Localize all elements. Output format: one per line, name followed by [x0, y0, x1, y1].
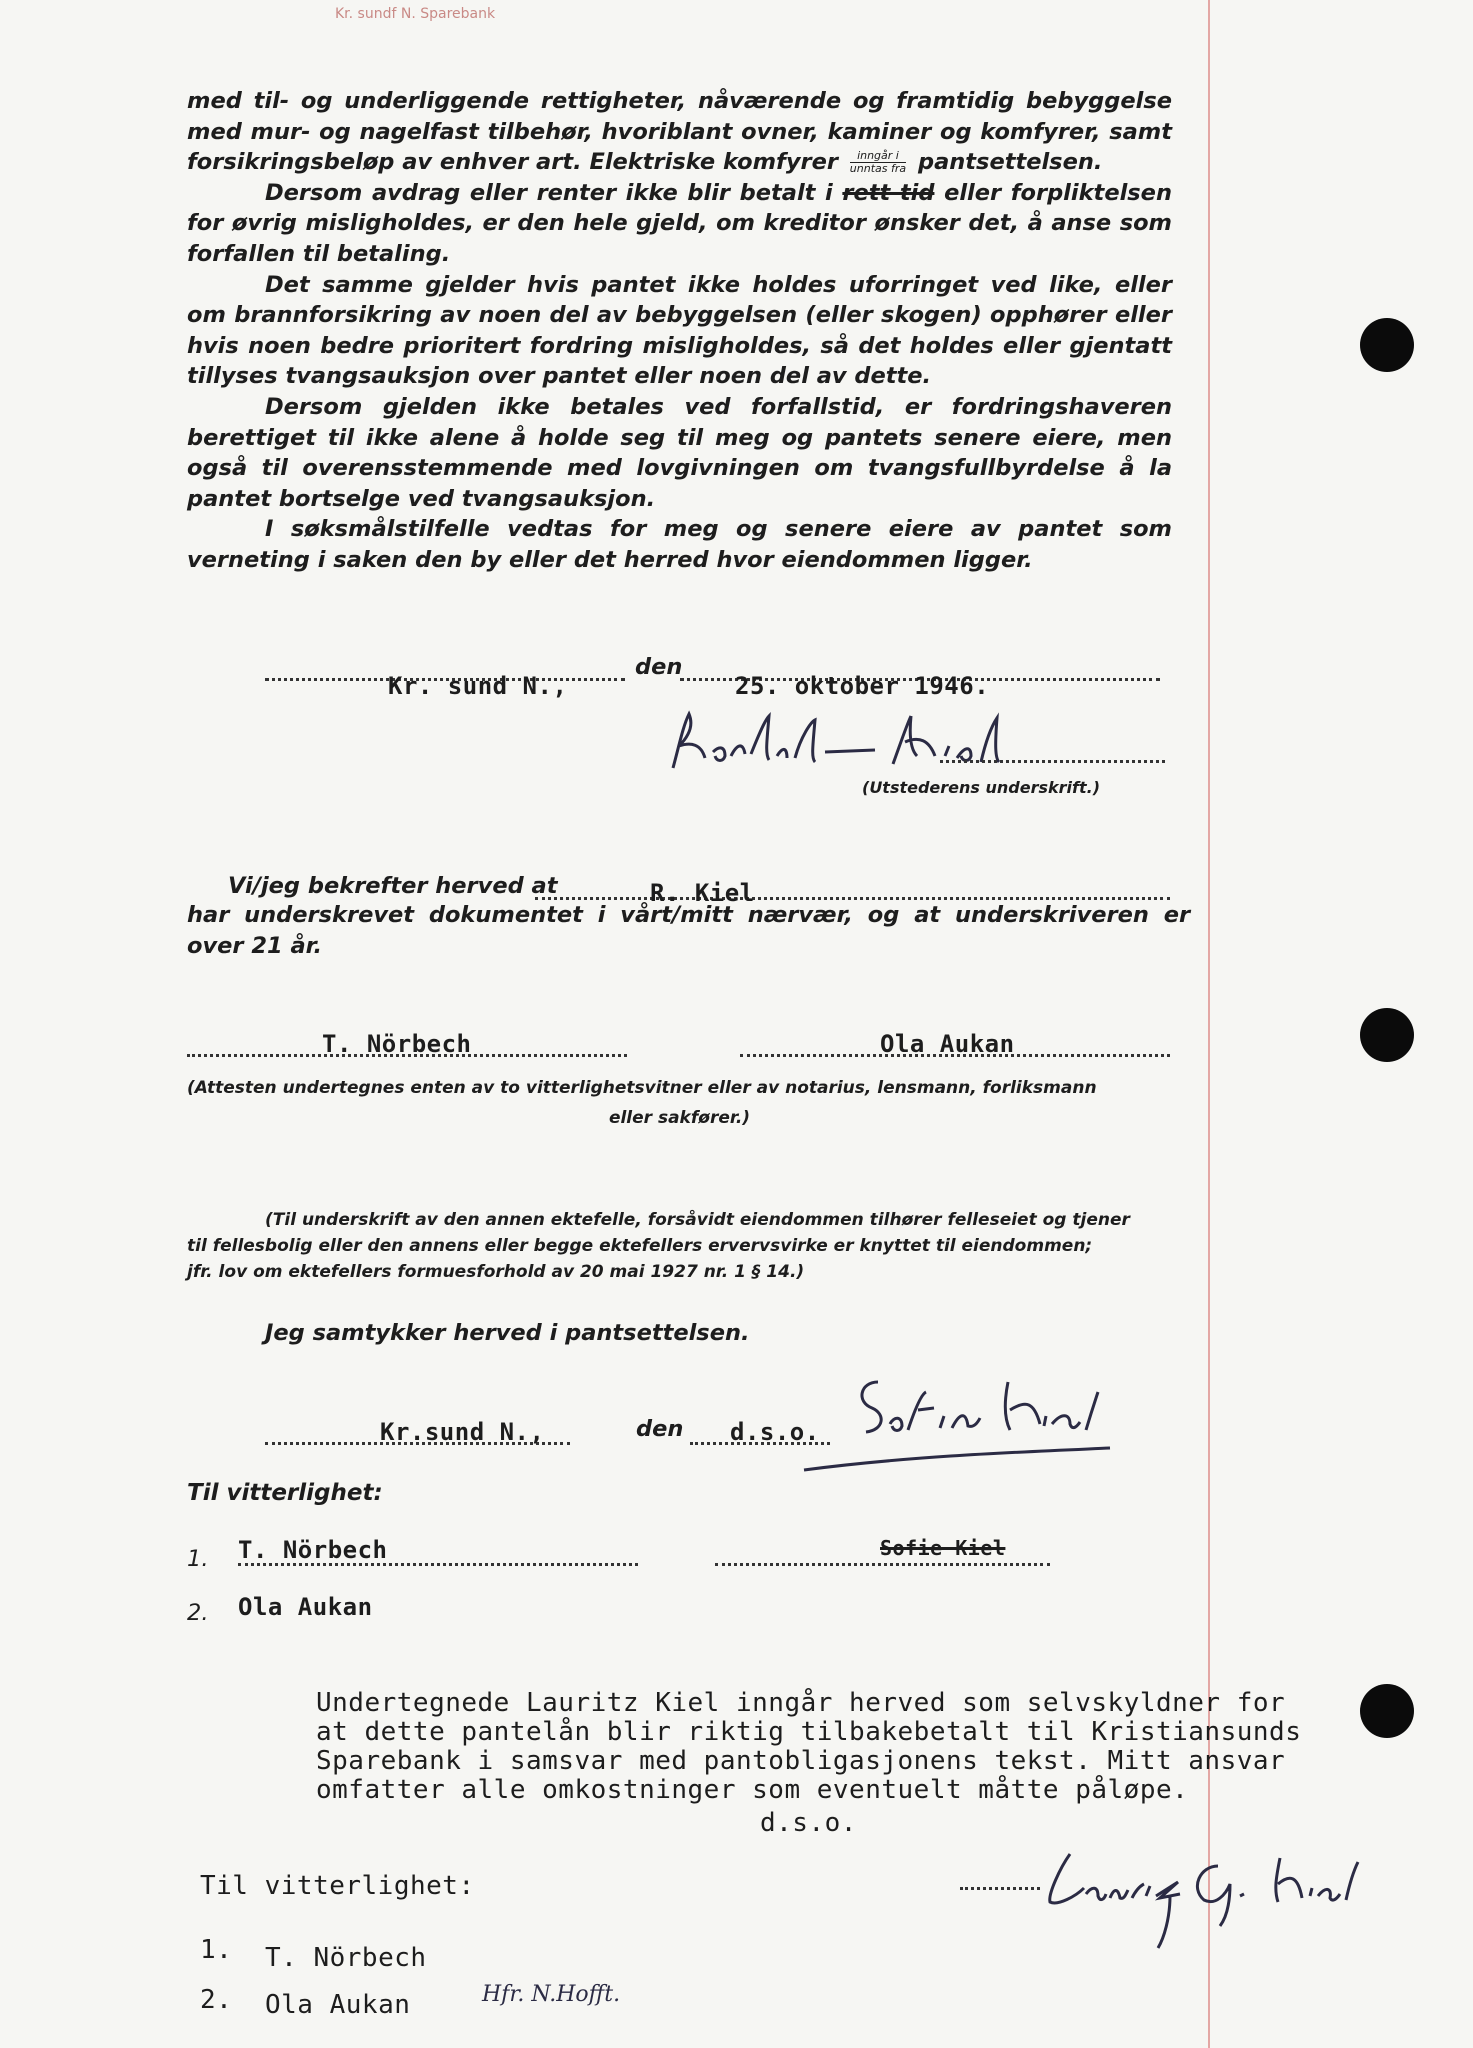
- guarantor-line-1: Undertegnede Lauritz Kiel inngår herved som selvskyldner for: [316, 1688, 1286, 1718]
- dotted-line: [715, 1563, 1050, 1566]
- clause-5: I søksmålstilfelle vedtas for meg og senere eiere av pantet som verneting i saken den by eller det herred hvor eiendommen ligger.: [187, 516, 1172, 573]
- guarantor-signature: [1040, 1848, 1380, 1958]
- dotted-line: [940, 760, 1165, 763]
- handwritten-note: Hfr. N.Hofft.: [482, 1982, 621, 2007]
- attest-text: har underskrevet dokumentet i vårt/mitt nærvær, og at underskriveren er: [187, 902, 1191, 928]
- witness-number: 1.: [187, 1546, 209, 1572]
- guarantor-line-3: Sparebank i samsvar med pantobligasjonens tekst. Mitt ansvar: [316, 1746, 1286, 1776]
- signature-caption: (Utstederens underskrift.): [862, 778, 1101, 797]
- guarantor-witness-heading: Til vitterlighet:: [200, 1871, 475, 1901]
- attest-age: over 21 år.: [187, 933, 323, 959]
- guarantor-line-2: at dette pantelån blir riktig tilbakebetalt til Kristiansunds: [316, 1717, 1302, 1747]
- attest-intro: Vi/jeg bekrefter herved at: [228, 873, 558, 899]
- mortgage-clauses: [187, 86, 1172, 576]
- clause-1: med til- og underliggende rettigheter, nåværende og framtidig bebyggelse med mur- og nagelfast tilbehør, hvoriblant ovner, kaminer og komfyrer, samt forsikringsbeløp av enhver art. Elektriske komfyrer $\frac{\text{inngår i}}{\text{unntas fra}}$ pantsettelsen.: [187, 88, 1172, 176]
- issue-date: 25. oktober 1946.: [735, 672, 990, 700]
- clause-2: Dersom avdrag eller renter ikke blir betalt i rett tid eller forpliktelsen for øvrig misligholdes, er den hele gjeld, om kreditor ønsker det, å anse som forfallen til betaling.: [187, 179, 1172, 267]
- guarantor-date: d.s.o.: [760, 1808, 857, 1838]
- spouse-note-2: til fellesbolig eller den annens eller begge ektefellers ervervsvirke er knyttet til eiendommen;: [187, 1236, 1093, 1256]
- guarantor-line-4: omfatter alle omkostninger som eventuelt måtte påløpe.: [316, 1775, 1189, 1805]
- spouse-witness-heading: Til vitterlighet:: [187, 1480, 383, 1506]
- spouse-signature: [790, 1372, 1160, 1492]
- issue-place: Kr. sund N.,: [388, 672, 568, 700]
- consent-den-label: den: [636, 1416, 684, 1442]
- fraction-choice: $\frac{\text{inngår i}}{\text{unntas fra}}$: [849, 149, 907, 176]
- punch-hole: [1360, 1008, 1414, 1062]
- dotted-line: [535, 897, 1170, 900]
- punch-hole: [1360, 1684, 1414, 1738]
- punch-hole: [1360, 318, 1414, 372]
- clause-4: Dersom gjelden ikke betales ved forfallstid, er fordringshaveren berettiget til ikke alene å holde seg til meg og pantets senere eiere, men også til overensstemmende med lovgivningen om tvangsfullbyrdelse å la pantet bortselge ved tvangsauksjon.: [187, 393, 1172, 512]
- spouse-note-3: jfr. lov om ektefellers formuesforhold av 20 mai 1927 nr. 1 § 14.): [187, 1262, 805, 1282]
- attest-witness-2: Ola Aukan: [880, 1030, 1015, 1058]
- dotted-line: [960, 1887, 1040, 1890]
- header-stamp: Kr. sundf N. Sparebank: [335, 6, 496, 22]
- guarantor-witness-2: Ola Aukan: [265, 1990, 411, 2020]
- guarantor-witness-1: T. Nörbech: [265, 1943, 427, 1973]
- spouse-note-1: (Til underskrift av den annen ektefelle, forsåvidt eiendommen tilhører felleseiet og tjener: [265, 1210, 1130, 1230]
- consent-date: d.s.o.: [730, 1418, 820, 1446]
- consent-place: Kr.sund N.,: [380, 1418, 545, 1446]
- struck-name: Sofie Kiel: [880, 1536, 1006, 1560]
- attest-note-1: (Attesten undertegnes enten av to vitterlighetsvitner eller av notarius, lensmann, forliksmann: [187, 1078, 1097, 1098]
- clause-3: Det samme gjelder hvis pantet ikke holdes uforringet ved like, eller om brannforsikring av noen del av bebyggelsen (eller skogen) opphører eller hvis noen bedre prioritert fordring misligholdes, så det holdes eller gjentatt tillyses tvangsauksjon over pantet eller noen del av dette.: [187, 271, 1172, 390]
- attest-witness-1: T. Nörbech: [322, 1030, 472, 1058]
- witness-number: 1.: [200, 1935, 233, 1965]
- witness-number: 2.: [187, 1600, 209, 1626]
- spouse-witness-2: Ola Aukan: [238, 1593, 373, 1621]
- dotted-line: [238, 1563, 638, 1566]
- den-label: den: [635, 654, 683, 680]
- issuer-signature: [665, 706, 1105, 782]
- spouse-witness-1: T. Nörbech: [238, 1536, 388, 1564]
- consent-text: Jeg samtykker herved i pantsettelsen.: [265, 1320, 750, 1346]
- attest-signer: R. Kiel: [650, 879, 755, 907]
- witness-number: 2.: [200, 1985, 233, 2015]
- attest-note-2: eller sakfører.): [608, 1108, 751, 1128]
